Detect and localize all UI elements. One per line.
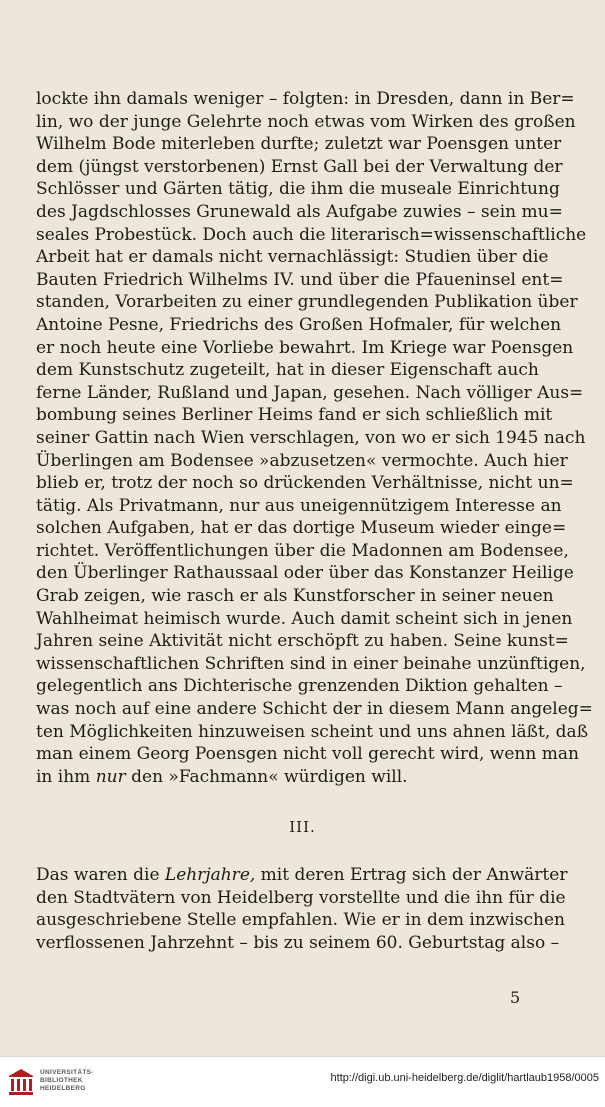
text-line: Wilhelm Bode miterleben durfte; zuletzt war Poensgen unter (36, 134, 562, 155)
text-line: tätig. Als Privatmann, nur aus uneigennützigem Interesse an (36, 495, 562, 516)
library-name-line: UNIVERSITÄTS- (40, 1069, 94, 1076)
text-line: den Überlinger Rathaussaal oder über das Konstanzer Heilige (36, 563, 574, 584)
permalink-url[interactable]: http://digi.ub.uni-heidelberg.de/diglit/hartlaub1958/0005 (330, 1072, 599, 1084)
text-line: dem (jüngst verstorbenen) Ernst Gall bei der Verwaltung der (36, 156, 563, 177)
text-line: Antoine Pesne, Friedrichs des Großen Hofmaler, für welchen (36, 314, 562, 335)
viewer-footer (0, 1056, 605, 1107)
text-line: solchen Aufgaben, hat er das dortige Museum wieder einge= (36, 518, 567, 539)
text-line: ten Möglichkeiten hinzuweisen scheint und uns ahnen läßt, daß (36, 721, 589, 742)
text-line: Grab zeigen, wie rasch er als Kunstforscher in seiner neuen (36, 586, 554, 607)
text-run: mit deren Ertrag sich der Anwärter (255, 865, 568, 885)
text-run: in ihm (36, 766, 96, 787)
text-line: was noch auf eine andere Schicht der in diesem Mann angeleg= (36, 699, 593, 720)
text-line: man einem Georg Poensgen nicht voll gerecht wird, wenn man (36, 744, 579, 765)
library-name-line: BIBLIOTHEK (40, 1077, 83, 1084)
text-line: Wahlheimat heimisch wurde. Auch damit scheint sich in jenen (36, 608, 573, 629)
text-line: verflossenen Jahrzehnt – bis zu seinem 60. Geburtstag also – (36, 932, 560, 953)
text-line: standen, Vorarbeiten zu einer grundlegenden Publikation über (36, 292, 578, 313)
text-line: Jahren seine Aktivität nicht erschöpft zu haben. Seine kunst= (36, 631, 569, 652)
paragraph-1-last-line (36, 766, 530, 789)
library-name-line: HEIDELBERG (40, 1085, 86, 1092)
text-line: den Stadtvätern von Heidelberg vorstellte und die ihn für die (36, 887, 566, 908)
paragraph-1 (36, 88, 593, 788)
text-line: ausgeschriebene Stelle empfahlen. Wie er in dem inzwischen (36, 910, 565, 931)
text-line: wissenschaftlichen Schriften sind in einer beinahe unzünftigen, (36, 653, 586, 674)
text-line: des Jagdschlosses Grunewald als Aufgabe zuwies – sein mu= (36, 201, 563, 222)
paragraph-2 (36, 864, 568, 954)
text-line: Arbeit hat er damals nicht vernachlässigt: Studien über die (36, 247, 549, 268)
page-number: 5 (510, 988, 521, 1007)
text-line: richtet. Veröffentlichungen über die Madonnen am Bodensee, (36, 540, 569, 561)
text-line: lin, wo der junge Gelehrte noch etwas vom Wirken des großen (36, 111, 576, 132)
text-line: seales Probestück. Doch auch die literarisch=wissenschaftliche (36, 224, 587, 245)
text-line: ferne Länder, Rußland und Japan, gesehen. Nach völliger Aus= (36, 382, 584, 403)
text-line: Schlösser und Gärten tätig, die ihm die museale Einrichtung (36, 179, 560, 200)
library-name (40, 1069, 94, 1093)
text-run: Das waren die (36, 865, 165, 885)
paragraph-2-first-line (36, 864, 568, 887)
section-heading: III. (289, 818, 316, 836)
text-line: seiner Gattin nach Wien verschlagen, von wo er sich 1945 nach (36, 427, 586, 448)
university-library-logo-icon (6, 1067, 36, 1097)
text-line: er noch heute eine Vorliebe bewahrt. Im Kriege war Poensgen (36, 337, 574, 358)
emphasis-nur: nur (95, 766, 126, 787)
text-run: den »Fachmann« würdigen will. (125, 766, 408, 787)
emphasis-lehrjahre: Lehrjahre, (164, 865, 256, 885)
text-line: lockte ihn damals weniger – folgten: in Dresden, dann in Ber= (36, 89, 575, 109)
text-line: dem Kunstschutz zugeteilt, hat in dieser Eigenschaft auch (36, 360, 539, 381)
text-line: gelegentlich ans Dichterische grenzenden Diktion gehalten – (36, 676, 563, 697)
text-line: bombung seines Berliner Heims fand er sich schließlich mit (36, 405, 553, 426)
text-line: Bauten Friedrich Wilhelms IV. und über die Pfaueninsel ent= (36, 269, 564, 290)
text-line: Überlingen am Bodensee »abzusetzen« vermochte. Auch hier (36, 450, 568, 471)
text-line: blieb er, trotz der noch so drückenden Verhältnisse, nicht un= (36, 473, 574, 494)
